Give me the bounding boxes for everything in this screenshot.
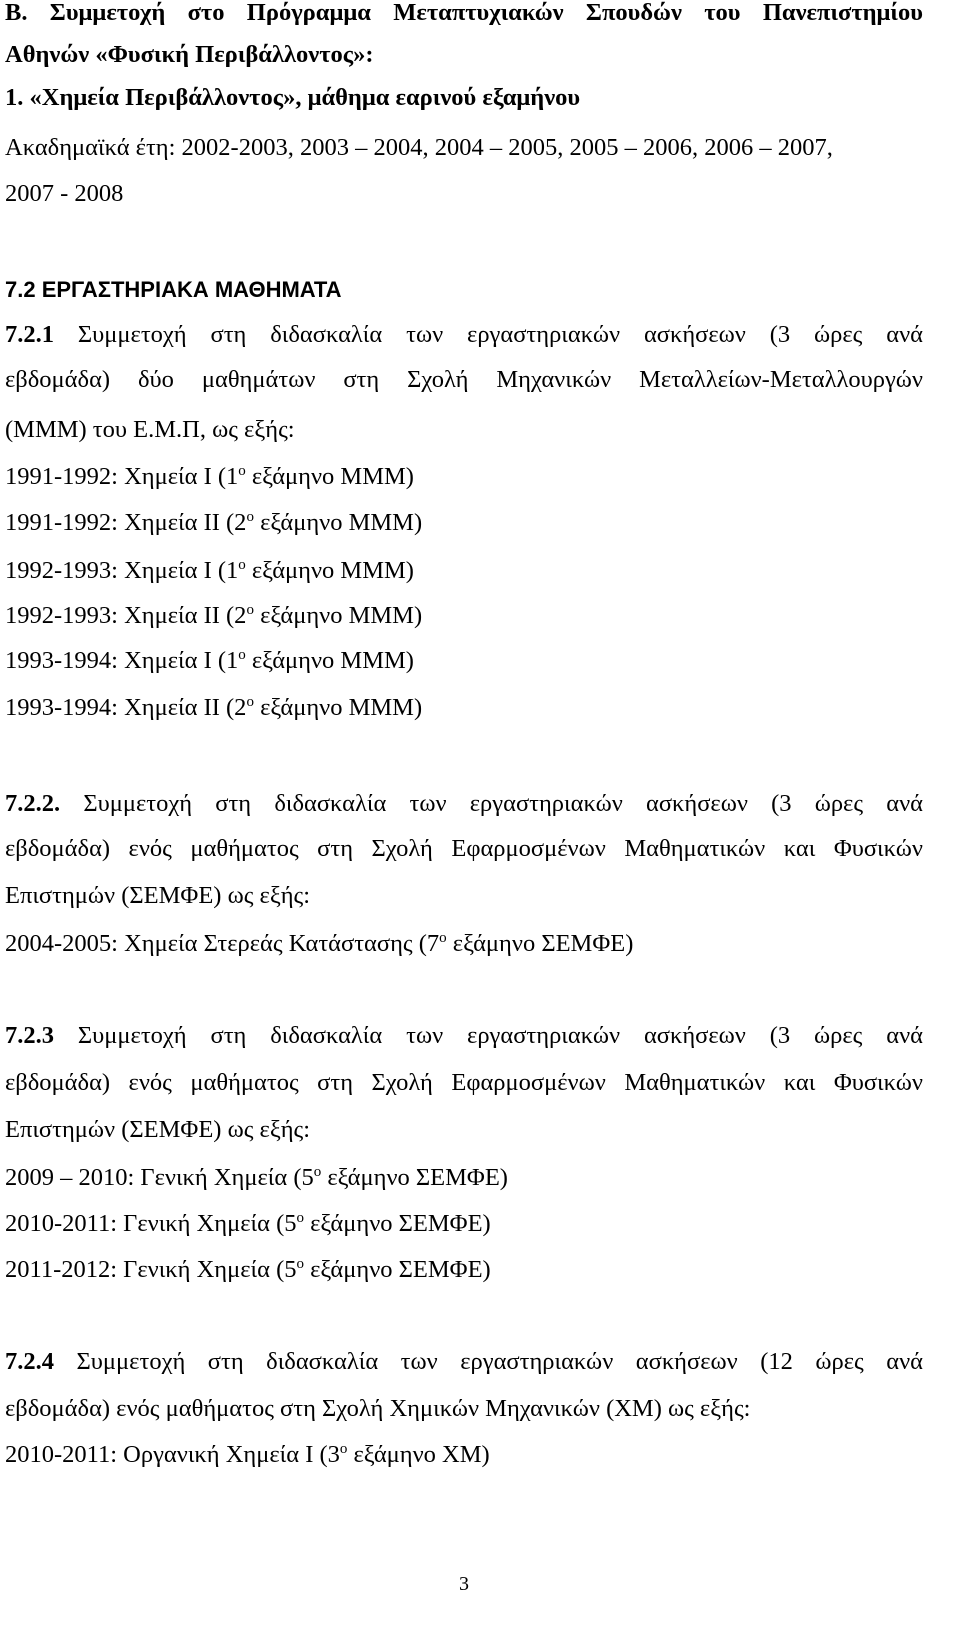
academic-years-line2: 2007 - 2008: [5, 180, 124, 207]
section-7-2-2-line3: Επιστημών (ΣΕΜΦΕ) ως εξής:: [5, 882, 311, 909]
section-7-2-4-line2: εβδομάδα) ενός μαθήματος στη Σχολή Χημικών Μηχανικών (ΧΜ) ως εξής:: [5, 1395, 751, 1422]
section-text: Συμμετοχή στη διδασκαλία των εργαστηριακών ασκήσεων (3 ώρες ανά: [60, 790, 923, 817]
section-number: 7.2.3: [5, 1022, 54, 1049]
page-number: 3: [459, 1573, 469, 1595]
section-7-2-1-line3: (ΜΜΜ) του Ε.Μ.Π, ως εξής:: [5, 416, 295, 443]
section-b-item1: 1. «Χημεία Περιβάλλοντος», μάθημα εαρινού εξαμήνου: [5, 84, 581, 111]
heading-7-2: 7.2 ΕΡΓΑΣΤΗΡΙΑΚΑ ΜΑΘΗΜΑΤΑ: [5, 277, 342, 302]
list-item: 2004-2005: Χημεία Στερεάς Κατάστασης ($7^o$ εξάμηνο ΣΕΜΦΕ): [5, 930, 634, 957]
section-text: Συμμετοχή στη διδασκαλία των εργαστηριακών ασκήσεων (12 ώρες ανά: [54, 1348, 923, 1375]
list-item: 1991-1992: Χημεία ΙΙ ($2^o$ εξάμηνο ΜΜΜ): [5, 509, 423, 536]
section-b-title-line2: Αθηνών «Φυσική Περιβάλλοντος»:: [5, 41, 374, 68]
list-item: 1993-1994: Χημεία ΙΙ ($2^o$ εξάμηνο ΜΜΜ): [5, 694, 423, 721]
list-item: 1993-1994: Χημεία Ι ($1^o$ εξάμηνο ΜΜΜ): [5, 647, 414, 674]
section-text: Συμμετοχή στη διδασκαλία των εργαστηριακών ασκήσεων (3 ώρες ανά: [54, 321, 923, 348]
list-item: 2010-2011: Γενική Χημεία ($5^o$ εξάμηνο ΣΕΜΦΕ): [5, 1210, 491, 1237]
list-item: 1991-1992: Χημεία Ι ($1^o$ εξάμηνο ΜΜΜ): [5, 463, 414, 490]
list-item: 2009 – 2010: Γενική Χημεία ($5^o$ εξάμηνο ΣΕΜΦΕ): [5, 1164, 508, 1191]
list-item: 2010-2011: Οργανική Χημεία Ι ($3^o$ εξάμηνο ΧΜ): [5, 1441, 490, 1468]
section-number: 7.2.1: [5, 321, 54, 348]
section-7-2-2-line1: [5, 784, 923, 824]
section-7-2-2-line2: εβδομάδα) ενός μαθήματος στη Σχολή Εφαρμοσμένων Μαθηματικών και Φυσικών: [5, 835, 923, 862]
section-7-2-1-line2: εβδομάδα) δύο μαθημάτων στη Σχολή Μηχανικών Μεταλλείων-Μεταλλουργών: [5, 366, 923, 393]
list-item: 1992-1993: Χημεία ΙΙ ($2^o$ εξάμηνο ΜΜΜ): [5, 602, 423, 629]
section-b-title-line1: Β. Συμμετοχή στο Πρόγραμμα Μεταπτυχιακών Σπουδών του Πανεπιστημίου: [5, 0, 923, 26]
list-item: 1992-1993: Χημεία Ι ($1^o$ εξάμηνο ΜΜΜ): [5, 557, 414, 584]
list-item: 2011-2012: Γενική Χημεία ($5^o$ εξάμηνο ΣΕΜΦΕ): [5, 1256, 491, 1283]
section-7-2-3-line2: εβδομάδα) ενός μαθήματος στη Σχολή Εφαρμοσμένων Μαθηματικών και Φυσικών: [5, 1069, 923, 1096]
section-7-2-3-line1: [5, 1016, 923, 1056]
section-7-2-3-line3: Επιστημών (ΣΕΜΦΕ) ως εξής:: [5, 1116, 311, 1143]
section-text: Συμμετοχή στη διδασκαλία των εργαστηριακών ασκήσεων (3 ώρες ανά: [54, 1022, 923, 1049]
section-7-2-1-line1: [5, 315, 923, 355]
section-number: 7.2.4: [5, 1348, 54, 1375]
section-number: 7.2.2.: [5, 790, 61, 817]
section-7-2-4-line1: [5, 1342, 923, 1382]
academic-years-line1: Ακαδημαϊκά έτη: 2002-2003, 2003 – 2004, 2004 – 2005, 2005 – 2006, 2006 – 2007,: [5, 134, 833, 161]
